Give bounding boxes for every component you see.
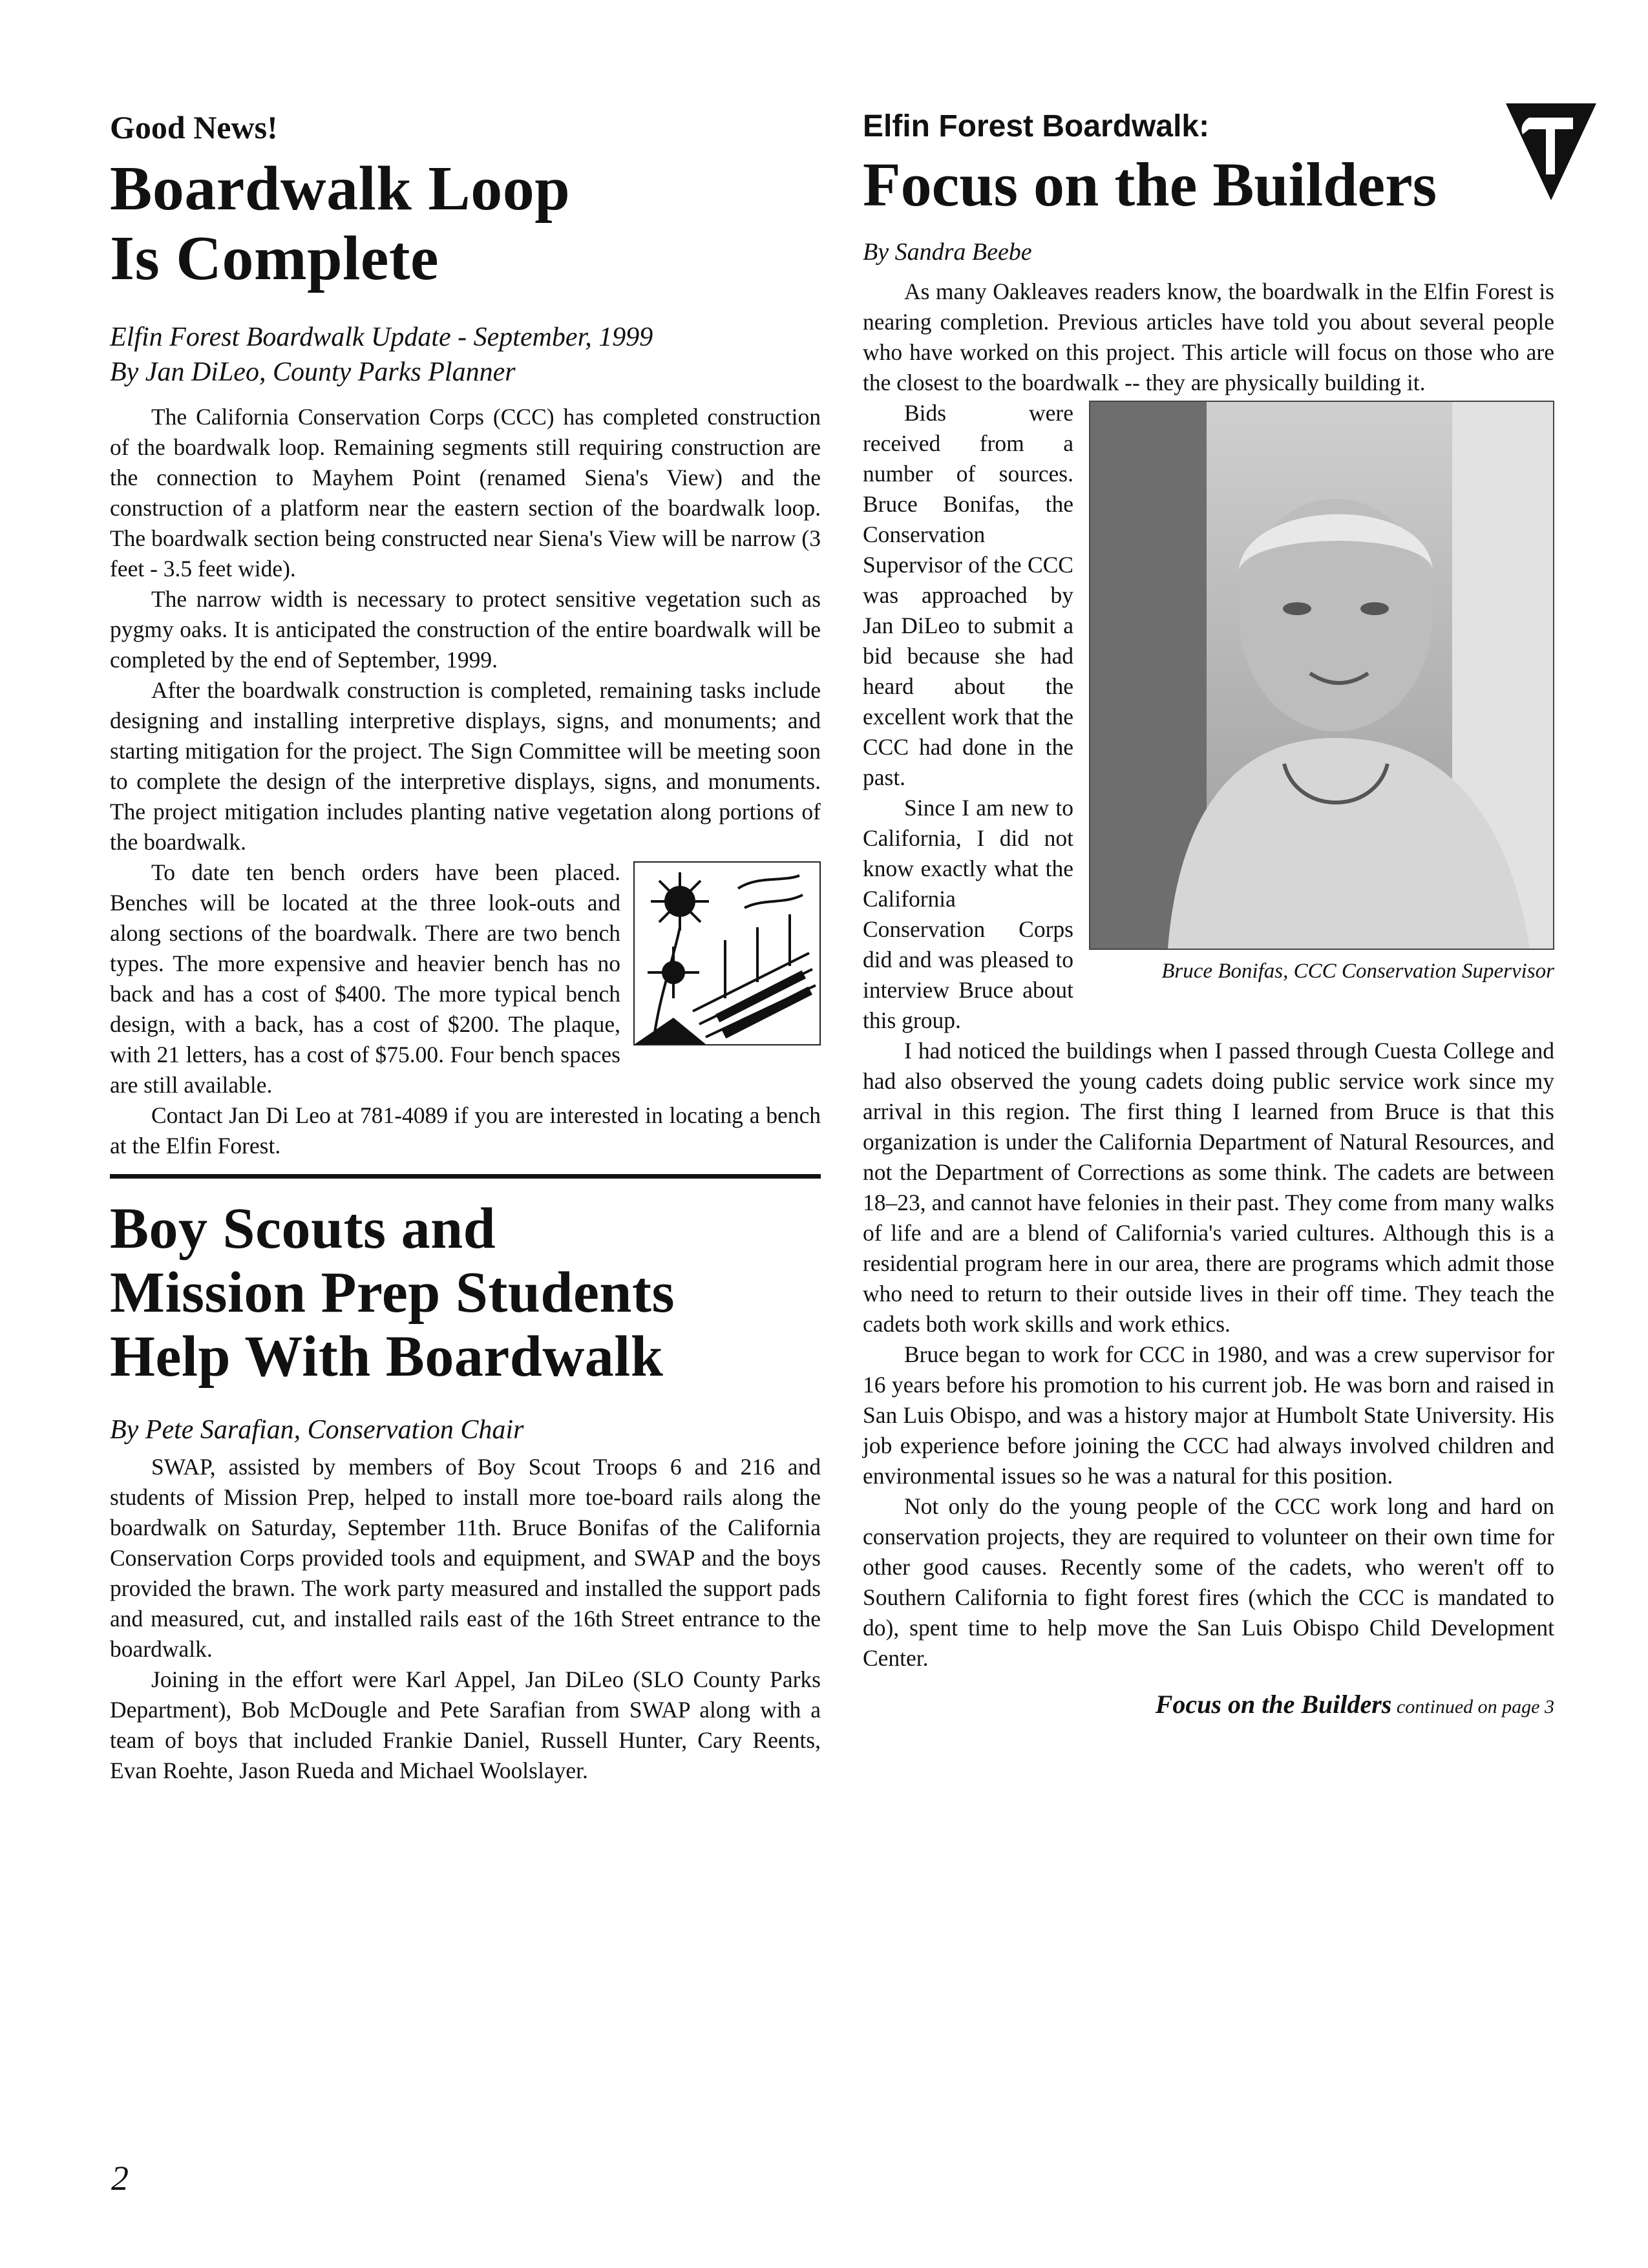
article1-paragraph: The narrow width is necessary to protect sensitive vegetation such as pygmy oaks. It is anticipated the construction of the entire boardwalk will be completed by the end of September, 1999. [110,585,821,673]
article1-byline: By Jan DiLeo, County Parks Planner [110,357,516,388]
page-number: 2 [111,2159,129,2198]
article3-body [863,277,1554,1674]
continued-note [863,1689,1554,1719]
article3-headline: Focus on the Builders [863,149,1437,219]
continued-page: continued on page 3 [1391,1696,1554,1718]
article2-headline-line1: Boy Scouts and [110,1196,496,1261]
article3-paragraph: As many Oakleaves readers know, the boardwalk in the Elfin Forest is nearing completion. Previous articles have told you about several people who have worked on this project. This article will focus on those who are the closest to the boardwalk -- they are physically building it. [863,278,1554,396]
article1-paragraph: The California Conservation Corps (CCC) has completed construction of the boardwalk loop. Remaining segments still requiring construction are the connection to Mayhem Point (renamed Siena's View) and the construction of a platform near the eastern section of the boardwalk loop. The boardwalk section being constructed near Siena's View will be narrow (3 feet - 3.5 feet wide). [110,403,821,582]
article1-headline-line2: Is Complete [110,223,439,293]
article1-dek: Elfin Forest Boardwalk Update - September, 1999 [110,322,653,352]
article1-headline-line1: Boardwalk Loop [110,154,571,224]
article2-paragraph: SWAP, assisted by members of Boy Scout Troops 6 and 216 and students of Mission Prep, helped to install more toe-board rails along the boardwalk on Saturday, September 11th. Bruce Bonifas of the California Conservation Corps provided tools and equipment, and SWAP and the boys provided the brawn. The work party measured and installed the support pads and measured, cut, and installed rails east of the 16th Street entrance to the boardwalk. [110,1453,821,1662]
article1-paragraph: To date ten bench orders have been placed. Benches will be located at the three look-outs and along sections of the boardwalk. There are two bench types. The more expensive and heavier bench has no back and has a cost of $400. The more typical bench design, with a back, has a cost of $200. The plaque, with 21 letters, has a cost of $75.00. Four bench spaces are still available. [110,859,620,1098]
photo-block [1089,401,1554,985]
right-column [863,110,1554,1719]
article3-kicker: Elfin Forest Boardwalk: [863,109,1210,143]
article3-paragraph: Bids were received from a number of sources. Bruce Bonifas, the Conservation Supervisor of the CCC was approached by Jan DiLeo to submit a bid because she had heard about the excellent work that the CCC had done in the past. [863,400,1073,791]
woodcut-flower-icon [635,863,819,1044]
article3-paragraph: Bruce began to work for CCC in 1980, and was a crew supervisor for 16 years before his promotion to his current job. He was born and raised in San Luis Obispo, and was a history major at Humbolt State University. His job experience before joining the CCC had always involved children and environmental issues so he was a natural for this position. [863,1341,1554,1489]
article2-headline-line3: Help With Boardwalk [110,1324,664,1389]
article1-kicker: Good News! [110,109,278,145]
article3-paragraph: Since I am new to California, I did not know exactly what the California Conservation Corps did and was pleased to interview Bruce about this group. [863,795,1073,1034]
article1-paragraph: After the boardwalk construction is completed, remaining tasks include designing and installing interpretive displays, signs, and monuments; and starting mitigation for the project. The Sign Committee will be meeting soon to complete the design of the interpretive displays, signs, and monuments. The project mitigation includes planting native vegetation along portions of the boardwalk. [110,677,821,855]
article3-byline: By Sandra Beebe [863,238,1032,266]
article2-paragraph: Joining in the effort were Karl Appel, Jan DiLeo (SLO County Parks Department), Bob McDougle and Pete Sarafian from SWAP along with a team of boys that included Frankie Daniel, Russell Hunter, Cary Reents, Evan Roehte, Jason Rueda and Michael Woolslayer. [110,1666,821,1783]
article3-paragraph: I had noticed the buildings when I passed through Cuesta College and had also observed the young cadets doing public service work since my arrival in this region. The first thing I learned from Bruce is that this organization is under the California Department of Natural Resources, and not the Department of Corrections as some think. The cadets are between 18–23, and cannot have felonies in their past. They come from many walks of life and are a blend of California's varied cultures. Although this is a residential program here in our area, there are programs which admit those who need to return to their outside lives in their off time. They teach the cadets both work skills and work ethics. [863,1038,1554,1338]
left-column [110,110,821,1786]
article1-paragraph: Contact Jan Di Leo at 781-4089 if you are interested in locating a bench at the Elfin Forest. [110,1102,821,1159]
article1-headline [110,154,821,294]
article3-paragraph: Not only do the young people of the CCC work long and hard on conservation projects, they are required to volunteer on their own time for other good causes. Recently some of the cadets, who weren't off to Southern California to fight forest fires (which the CCC is mandated to do), spent time to help move the San Luis Obispo Child Development Center. [863,1493,1554,1672]
portrait-photo-icon [1090,402,1553,949]
article2-headline [110,1197,821,1389]
article2-body [110,1452,821,1786]
article2-headline-line2: Mission Prep Students [110,1260,675,1325]
article2-byline: By Pete Sarafian, Conservation Chair [110,1414,524,1445]
section-divider [110,1174,821,1179]
continued-title: Focus on the Builders [1155,1690,1392,1719]
portrait-photo [1089,401,1554,950]
article1-body [110,402,821,1161]
photo-caption: Bruce Bonifas, CCC Conservation Supervisor [1161,960,1554,983]
woodcut-flower-illustration [633,861,821,1045]
